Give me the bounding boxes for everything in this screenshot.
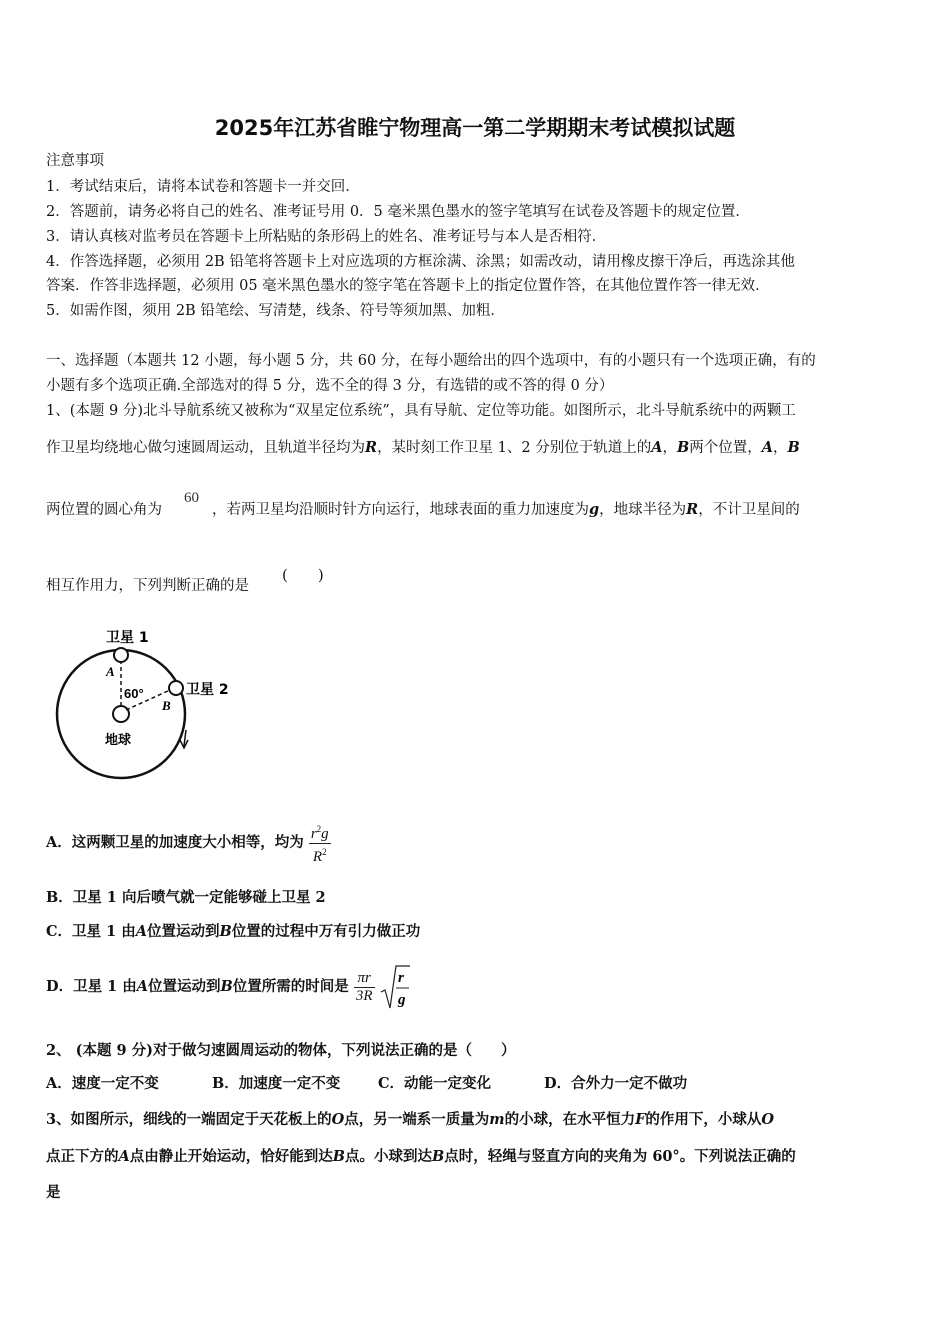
label-earth: 地球 [105,733,132,748]
notice-item: 3．请认真核对监考员在答题卡上所粘贴的条形码上的姓名、准考证号与本人是否相符． [46,229,607,245]
satellite-1-icon [114,648,128,662]
q1-text: ，不计卫星间的 [698,502,800,518]
formula-pir-over-3R: $\frac{\pi r}{3R}$ [355,969,373,1004]
q1-text: ，某时刻工作卫星 1、2 分别位于轨道上的 [377,440,652,456]
q1-text: 两位置的圆心角为 [46,502,162,518]
var-B: B [219,923,232,940]
var-m: m [489,1111,505,1128]
q1-text: ， [773,440,788,456]
label-a: A [106,664,115,679]
q1-stem-line3 [46,500,800,520]
q2-options [46,1074,687,1094]
earth-circle [113,706,129,722]
satellite-2-icon [169,681,183,695]
svg-text:g: g [397,992,406,1008]
var-A: A [761,439,774,456]
var-O: O [331,1111,345,1128]
label-sat2: 卫星 2 [186,682,229,698]
q2-option-c[interactable]: C．动能一定变化 [378,1075,492,1092]
q1-text: ，若两卫星均沿顺时针方向运行，地球表面的重力加速度为 [212,502,589,518]
q1-option-b[interactable]: B．卫星 1 向后喷气就一定能够碰上卫星 2 [46,889,326,906]
svg-text:r: r [397,970,404,986]
notice-item: 4．作答选择题，必须用 2B 铅笔将答题卡上对应选项的方框涂满、涂黑；如需改动，请用橡皮擦干净后，再选涂其他 [46,254,795,270]
var-R: R [365,439,378,456]
section-heading-cont: 小题有多个选项正确.全部选对的得 5 分，选不全的得 3 分，有选错的或不答的得 0 分） [46,378,614,394]
q1-text: ，地球半径为 [599,502,687,518]
var-O: O [761,1111,775,1128]
label-sat1: 卫星 1 [106,630,149,646]
q2-option-a[interactable]: A．速度一定不变 [46,1075,159,1092]
formula-r2g-over-R2: $\frac{r^2g}{R^2}$ [310,823,329,865]
sqrt-icon [380,962,410,1012]
var-A: A [136,978,149,995]
label-angle: 60° [124,686,144,701]
notice-item: 答案．作答非选择题，必须用 05 毫米黑色墨水的签字笔在答题卡上的指定位置作答，在其他位置作答一律无效． [46,278,770,294]
q2-option-b[interactable]: B．加速度一定不变 [212,1075,341,1092]
var-B: B [787,439,800,456]
var-B: B [677,439,690,456]
option-text: A．这两颗卫星的加速度大小相等，均为 [46,834,304,851]
var-B: B [432,1148,445,1165]
notice-item: 5．如需作图，须用 2B 铅笔绘、写清楚，线条、符号等须加黑、加粗． [46,303,505,319]
q2-stem: 2、 (本题 9 分)对于做匀速圆周运动的物体，下列说法正确的是（ ） [46,1042,516,1059]
orbit-figure [46,622,246,782]
q1-option-d[interactable]: D．卫星 1 由A位置运动到B位置所需的时间是 $\frac{\pi r}{3R}$ r g [46,962,410,1012]
q3-stem-line1: 3、如图所示，细线的一端固定于天花板上的O点，另一端系一质量为m的小球，在水平恒力F的作用下，小球从O [46,1111,775,1128]
notice-item: 1．考试结束后，请将本试卷和答题卡一并交回． [46,179,360,195]
notice-item: 2．答题前，请务必将自己的姓名、准考证号用 0．5 毫米黑色墨水的签字笔填写在试卷及答题卡的规定位置． [46,204,750,220]
q3-stem-line2: 点正下方的A点由静止开始运动，恰好能到达B点。小球到达B点时，轻绳与竖直方向的夹角为 60°。下列说法正确的 [46,1148,796,1165]
q1-stem-line4: 相互作用力，下列判断正确的是 [46,578,249,594]
var-A: A [118,1148,130,1165]
q1-text: 两个位置， [689,440,762,456]
var-F: F [635,1111,646,1128]
var-g: g [589,501,600,518]
notice-heading: 注意事项 [46,153,104,169]
q1-stem-line2 [46,438,800,458]
sqrt-r-over-g [380,962,410,1012]
var-B: B [220,978,233,995]
q1-stem-line1: 1、(本题 9 分)北斗导航系统又被称为“双星定位系统”，具有导航、定位等功能。如图所示，北斗导航系统中的两颗工 [46,403,796,419]
q1-text: ， [662,440,677,456]
q2-option-d[interactable]: D．合外力一定不做功 [544,1075,688,1092]
answer-paren: ( ) [282,566,324,584]
angle-60: 60 [184,490,199,506]
label-b: B [162,698,171,713]
q1-option-c[interactable]: C．卫星 1 由A位置运动到B位置的过程中万有引力做正功 [46,923,421,940]
section-heading: 一、选择题（本题共 12 小题，每小题 5 分，共 60 分，在每小题给出的四个选项中，有的小题只有一个选项正确，有的 [46,353,816,369]
var-B: B [332,1148,346,1165]
page-title: 2025年江苏省睢宁物理高一第二学期期末考试模拟试题 [214,116,736,140]
var-A: A [651,439,663,456]
q1-text: 作卫星均绕地心做匀速圆周运动，且轨道半径均为 [46,440,365,456]
q3-stem-line3: 是 [46,1184,61,1201]
var-A: A [135,923,147,940]
q1-option-a[interactable] [46,820,331,866]
var-R: R [686,501,699,518]
